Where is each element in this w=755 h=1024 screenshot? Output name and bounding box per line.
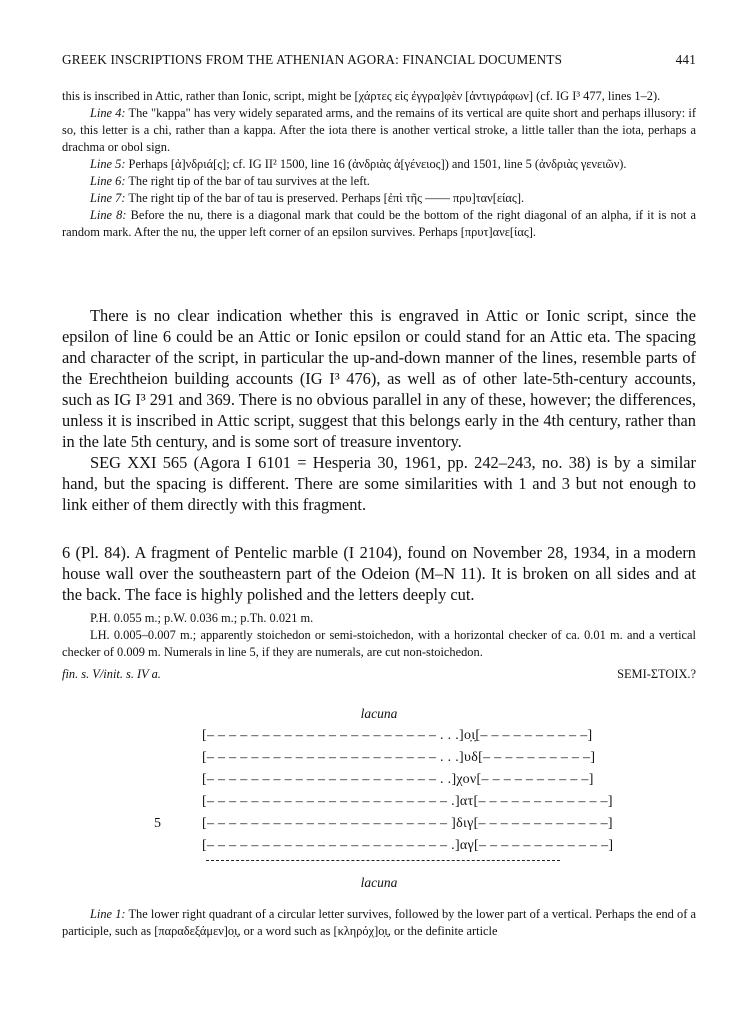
inscription-bottom-dashed-rule <box>206 860 560 861</box>
lacuna-top: lacuna <box>360 706 398 721</box>
entry-6-style: SEMI-ΣΤΟΙΧ.? <box>617 667 696 681</box>
inscription-line-2: [– – – – – – – – – – – – – – – – – – – – – . . .]υδ[– – – – – – – – – –] <box>202 750 596 765</box>
commentary-notes-bottom <box>62 906 696 940</box>
running-header <box>62 52 696 68</box>
inscription-line-1: [– – – – – – – – – – – – – – – – – – – – – . . .]ο̣ι̣[– – – – – – – – – –] <box>202 728 593 743</box>
inscription-line-6: [– – – – – – – – – – – – – – – – – – – – – – .]αγ[– – – – – – – – – – – –] <box>202 838 614 853</box>
lacuna-bottom: lacuna <box>360 875 398 890</box>
note-line-6: Line 6: The right tip of the bar of tau survives at the left. <box>90 174 370 188</box>
page-number: 441 <box>675 52 696 67</box>
entry-6-letter-height: LH. 0.005–0.007 m.; apparently stoichedon or semi-stoichedon, with a horizontal checker of ca. 0.01 m. and a vertical checker of 0.009 m. Numerals in line 5, if they are numerals, are cut non-stoichedon. <box>62 628 696 659</box>
note-line-7: Line 7: The right tip of the bar of tau is preserved. Perhaps [ἐπὶ τῆς –––– πρυ]ταν[είας]. <box>90 191 525 205</box>
commentary-notes-top <box>62 88 696 241</box>
note-line-4: Line 4: The "kappa" has very widely separated arms, and the remains of its vertical are quite short and perhaps illusory: if so, this letter is a chi, rather than a kappa. After the iota there is another vertical stroke, a little taller than the iota, perhaps a drachma or obol sign. <box>62 106 696 154</box>
note-line-5: Line 5: Perhaps [ἀ]νδριά[ς]; cf. IG II² 1500, line 16 (ἀνδριὰς ἀ[γένειος]) and 1501, line 5 (ἀνδριὰς γενειῶν). <box>90 157 627 171</box>
discussion-paragraph-1: There is no clear indication whether this is engraved in Attic or Ionic script, since the epsilon of line 6 could be an Attic or Ionic epsilon or could stand for an Attic eta. The spacing and character of the script, in particular the up-and-down manner of the lines, resemble parts of the Erechtheion building accounts (IG I³ 476), as well as of other late-5th-century accounts, such as IG I³ 291 and 369. There is no obvious parallel in any of these, however; the differences, unless it is inscribed in Attic script, suggest that this belongs early in the 4th century, rather than in the late 5th century, and is some sort of treasure inventory. <box>62 306 696 451</box>
running-title: GREEK INSCRIPTIONS FROM THE ATHENIAN AGORA: FINANCIAL DOCUMENTS <box>62 52 563 67</box>
discussion-paragraph-2: SEG XXI 565 (Agora I 6101 = Hesperia 30, 1961, pp. 242–243, no. 38) is by a similar hand, but the spacing is different. There are some similarities with 1 and 3 but not enough to link either of them directly with this fragment. <box>62 453 696 514</box>
discussion <box>62 305 696 515</box>
entry-6-dimensions: P.H. 0.055 m.; p.W. 0.036 m.; p.Th. 0.021 m. <box>90 611 314 625</box>
entry-6-description <box>62 542 696 605</box>
inscription-line-3: [– – – – – – – – – – – – – – – – – – – – – . .]χον[– – – – – – – – – –] <box>202 772 594 787</box>
inscription-line-4: [– – – – – – – – – – – – – – – – – – – – – – .]ατ[– – – – – – – – – – – –] <box>202 794 613 809</box>
entry-6-date: fin. s. V/init. s. IV a. <box>62 667 161 681</box>
entry-6-measurements <box>62 610 696 661</box>
entry-6-intro: 6 (Pl. 84). A fragment of Pentelic marble (I 2104), found on November 28, 1934, in a modern house wall over the southeastern part of the Odeion (M–N 11). It is broken on all sides and at the back. The face is highly polished and the letters deeply cut. <box>62 543 696 604</box>
inscription-line-5: [– – – – – – – – – – – – – – – – – – – – – – ]διγ[– – – – – – – – – – – –] <box>202 816 613 831</box>
line-number-5: 5 <box>154 816 161 831</box>
note-continuation: this is inscribed in Attic, rather than Ionic, script, might be [χάρτες εἰς ἐγγρα]φὲν [ἀντιγράφων] (cf. IG I³ 477, lines 1–2). <box>62 89 661 103</box>
note-line-8: Line 8: Before the nu, there is a diagonal mark that could be the bottom of the right diagonal of an alpha, if it is not a random mark. After the nu, the upper left corner of an epsilon survives. Perhaps [πρυτ]ανε[ίας]. <box>62 208 696 239</box>
note-entry-6-line-1: Line 1: The lower right quadrant of a circular letter survives, followed by the lower part of a vertical. Perhaps the end of a participle, such as [παραδεξάμεν]ο̣ι̣, or a word such as [κληρόχ]ο̣ι̣, or the definite article <box>62 907 697 938</box>
entry-6-dateline <box>62 667 696 682</box>
